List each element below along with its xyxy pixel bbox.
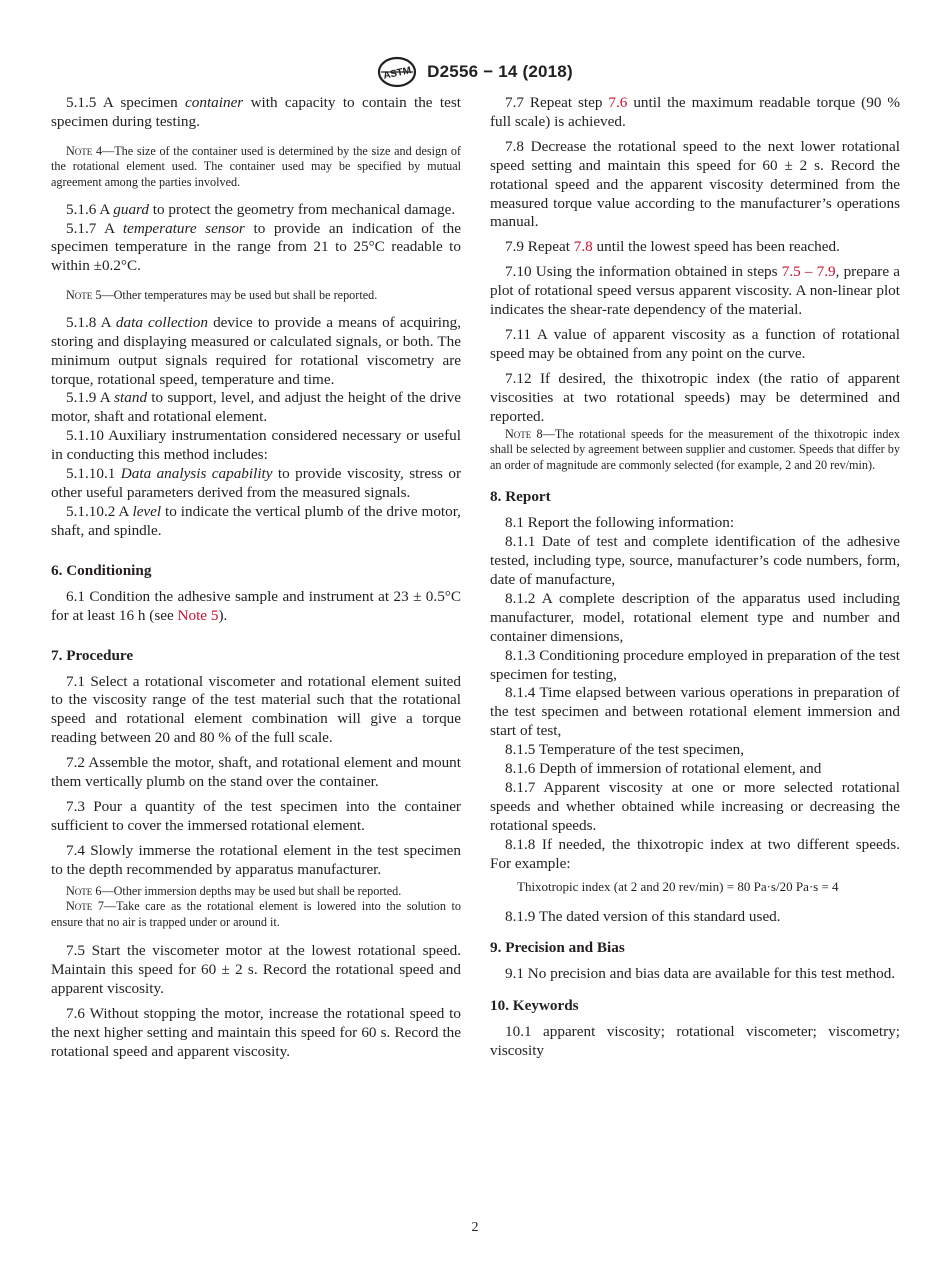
paragraph-6-1: 6.1 Condition the adhesive sample and instrument at 23 ± 0.5°C for at least 16 h (see Note 5).	[51, 587, 461, 624]
section-heading-precision-and-bias: 9. Precision and Bias	[490, 939, 625, 957]
paragraph-7-2: 7.2 Assemble the motor, shaft, and rotational element and mount them vertically plumb on the stand over the container.	[51, 754, 461, 791]
paragraph-5-1-7: 5.1.7 A temperature sensor to provide an indication of the specimen temperature in the range from 21 to 25°C readable to within ±0.2°C.	[51, 219, 462, 275]
paragraph-5-1-10-2: 5.1.10.2 A level to indicate the vertical plumb of the drive motor, shaft, and spindle.	[51, 502, 461, 539]
note-8: Note 8—The rotational speeds for the measurement of the thixotropic index shall be selected by agreement between supplier and customer. Speeds that differ by an order of magnitude are commonly selected (for example, 2 and 20 rev/min).	[490, 426, 900, 472]
paragraph-7-5: 7.5 Start the viscometer motor at the lowest rotational speed. Maintain this speed for 60 ± 2 s. Record the rotational speed and apparent viscosity.	[51, 942, 461, 998]
step-7-8-link[interactable]: 7.8	[573, 238, 593, 256]
paragraph-8-1-3: 8.1.3 Conditioning procedure employed in preparation of the test specimen for testing,	[490, 646, 900, 683]
thixotropic-index-formula: Thixotropic index (at 2 and 20 rev/min) = 80 Pa·s/20 Pa·s = 4	[517, 878, 839, 894]
paragraph-5-1-10-1: 5.1.10.1 Data analysis capability to provide viscosity, stress or other useful parameters derived from the measured signals.	[51, 465, 462, 501]
section-heading-procedure: 7. Procedure	[51, 646, 134, 664]
note-6: Note 6—Other immersion depths may be used but shall be reported.	[66, 883, 402, 898]
note-4: Note 4—The size of the container used is determined by the size and design of the rotational element used. The container used may be specified by mutual agreement among the parties involved.	[51, 143, 461, 189]
paragraph-7-10: 7.10 Using the information obtained in steps 7.5 – 7.9, prepare a plot of rotational speed versus apparent viscosity. A non-linear plot indicates the shear-rate dependency of the material.	[490, 263, 901, 319]
paragraph-8-1: 8.1 Report the following information:	[505, 514, 735, 532]
paragraph-5-1-8: 5.1.8 A data collection device to provide a means of acquiring, storing and displaying measured or calculated signals, or both. The minimum output signals required for rotational viscometry are torque, rotational speed, temperature and time.	[51, 313, 461, 388]
paragraph-7-4: 7.4 Slowly immerse the rotational element in the test specimen to the depth recommended by apparatus manufacturer.	[51, 841, 461, 878]
paragraph-7-11: 7.11 A value of apparent viscosity as a function of rotational speed may be obtained from any point on the curve.	[490, 325, 900, 362]
paragraph-8-1-7: 8.1.7 Apparent viscosity at one or more selected rotational speeds and whether obtained while increasing or decreasing the rotational speeds.	[490, 778, 900, 834]
left-column	[51, 94, 461, 1068]
document-id: D2556 − 14 (2018)	[427, 62, 573, 81]
note-7: Note 7—Take care as the rotational element is lowered into the solution to ensure that no air is trapped under or around it.	[51, 899, 461, 929]
paragraph-10-1: 10.1 apparent viscosity; rotational viscometer; viscometry; viscosity	[490, 1023, 900, 1060]
paragraph-8-1-6: 8.1.6 Depth of immersion of rotational element, and	[505, 760, 822, 778]
paragraph-7-3: 7.3 Pour a quantity of the test specimen into the container sufficient to cover the immersed rotational element.	[51, 797, 461, 834]
section-heading-conditioning: 6. Conditioning	[51, 561, 152, 579]
paragraph-7-12: 7.12 If desired, the thixotropic index (the ratio of apparent viscosities at two rotational speeds) may be determined and reported.	[490, 369, 900, 425]
paragraph-8-1-5: 8.1.5 Temperature of the test specimen,	[505, 741, 745, 759]
paragraph-8-1-2: 8.1.2 A complete description of the apparatus used including manufacturer, model, rotational element type and number and container dimensions,	[490, 589, 900, 645]
page-header	[0, 56, 950, 88]
paragraph-8-1-1: 8.1.1 Date of test and complete identification of the adhesive tested, including type, source, manufacturer’s code numbers, form, date of manufacture,	[490, 533, 900, 588]
astm-logo-icon	[377, 56, 417, 88]
paragraph-9-1: 9.1 No precision and bias data are available for this test method.	[505, 965, 896, 983]
note-5-link[interactable]: Note 5	[177, 606, 219, 624]
paragraph-8-1-4: 8.1.4 Time elapsed between various operations in preparation of the test specimen and between rotational element immersion and start of test,	[490, 684, 900, 740]
paragraph-5-1-5: 5.1.5 A specimen container with capacity to contain the test specimen during testing.	[51, 94, 461, 130]
note-5: Note 5—Other temperatures may be used but shall be reported.	[66, 288, 378, 303]
paragraph-5-1-10: 5.1.10 Auxiliary instrumentation considered necessary or useful in conducting this method includes:	[51, 427, 461, 464]
paragraph-7-9: 7.9 Repeat 7.8 until the lowest speed has been reached.	[505, 238, 840, 256]
paragraph-8-1-9: 8.1.9 The dated version of this standard used.	[505, 907, 781, 925]
paragraph-5-1-6: 5.1.6 A guard to protect the geometry from mechanical damage.	[66, 200, 456, 218]
paragraph-7-8: 7.8 Decrease the rotational speed to the next lower rotational speed setting and maintain this speed for 60 ± 2 s. Record the rotational speed and the apparent viscosity determined from the measured torque value according to the manufacturer’s operations manual.	[490, 137, 900, 231]
paragraph-8-1-8: 8.1.8 If needed, the thixotropic index at two different speeds. For example:	[490, 835, 900, 872]
paragraph-7-6: 7.6 Without stopping the motor, increase the rotational speed to the next higher setting and maintain this speed for 60 s. Record the rotational speed and apparent viscosity.	[51, 1005, 461, 1060]
step-7-6-link[interactable]: 7.6	[608, 94, 628, 111]
paragraph-7-7: 7.7 Repeat step 7.6 until the maximum readable torque (90 % full scale) is achieved.	[490, 94, 900, 130]
right-column	[490, 94, 900, 1067]
section-heading-report: 8. Report	[490, 488, 551, 506]
paragraph-5-1-9: 5.1.9 A stand to support, level, and adjust the height of the drive motor, shaft and rotational element.	[51, 389, 461, 426]
logo-text: ASTM	[382, 65, 413, 82]
page-number: 2	[471, 1220, 479, 1235]
steps-7-5-7-9-link[interactable]: 7.5 – 7.9	[781, 263, 836, 281]
section-heading-keywords: 10. Keywords	[490, 997, 579, 1015]
paragraph-7-1: 7.1 Select a rotational viscometer and rotational element suited to the viscosity range of the test material such that the rotational speed and rotational element combination will give a torque reading between 20 and 80 % of the full scale.	[51, 672, 461, 747]
